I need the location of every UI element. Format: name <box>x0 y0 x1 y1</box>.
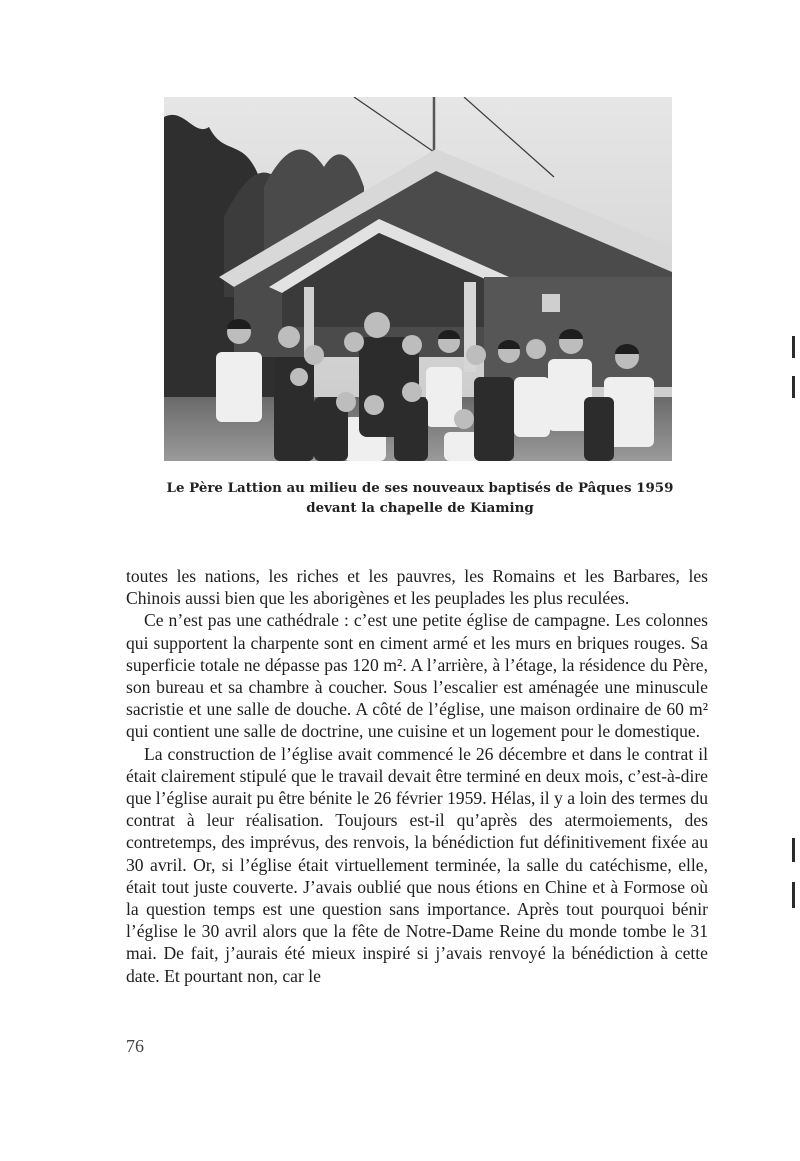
caption-line-2: devant la chapelle de Kiaming <box>306 500 534 516</box>
caption-line-1: Le Père Lattion au milieu de ses nouveaux baptisés de Pâques 1959 <box>166 480 674 496</box>
body-text <box>126 565 708 987</box>
scan-mark-1 <box>792 336 795 358</box>
scan-mark-4 <box>792 882 795 908</box>
paragraph-2: Ce n’est pas une cathédrale : c’est une petite église de campagne. Les colonnes qui supportent la charpente sont en ciment armé et les murs en briques rouges. Sa superficie totale ne dépasse pas 120 m². A l’arrière, à l’étage, la résidence du Père, son bureau et sa chambre à coucher. Sous l’escalier est aménagée une minuscule sacristie et une salle de douche. A côté de l’église, une maison ordinaire de 60 m² qui contient une salle de doctrine, une cuisine et un logement pour le domestique. <box>126 610 708 742</box>
chapel-photograph <box>164 97 672 461</box>
photo-illustration <box>164 97 672 461</box>
figure-caption <box>120 478 720 518</box>
paragraph-1: toutes les nations, les riches et les pauvres, les Romains et les Barbares, les Chinois aussi bien que les aborigènes et les peuplades les plus reculées. <box>126 566 708 609</box>
paragraph-3: La construction de l’église avait commencé le 26 décembre et dans le contrat il était clairement stipulé que le travail devait être terminé en deux mois, c’est-à-dire que l’église aurait pu être bénite le 26 février 1959. Hélas, il y a loin des termes du contrat à leur réalisation. Toujours est-il qu’après des atermoiements, des contretemps, des imprévus, des renvois, la bénédiction fut définitivement fixée au 30 avril. Or, si l’église était virtuellement terminée, la salle du catéchisme, elle, était tout juste couverte. J’avais oublié que nous étions en Chine et à Formose où la question temps est une question sans importance. Après tout pourquoi bénir l’église le 30 avril alors que la fête de Notre-Dame Reine du monde tombe le 31 mai. De fait, j’aurais été mieux inspiré si j’avais renvoyé la bénédiction à cette date. Et pourtant non, car le <box>126 743 708 986</box>
scan-mark-3 <box>792 838 795 862</box>
scan-mark-2 <box>792 376 795 398</box>
page-number: 76 <box>126 1036 144 1056</box>
